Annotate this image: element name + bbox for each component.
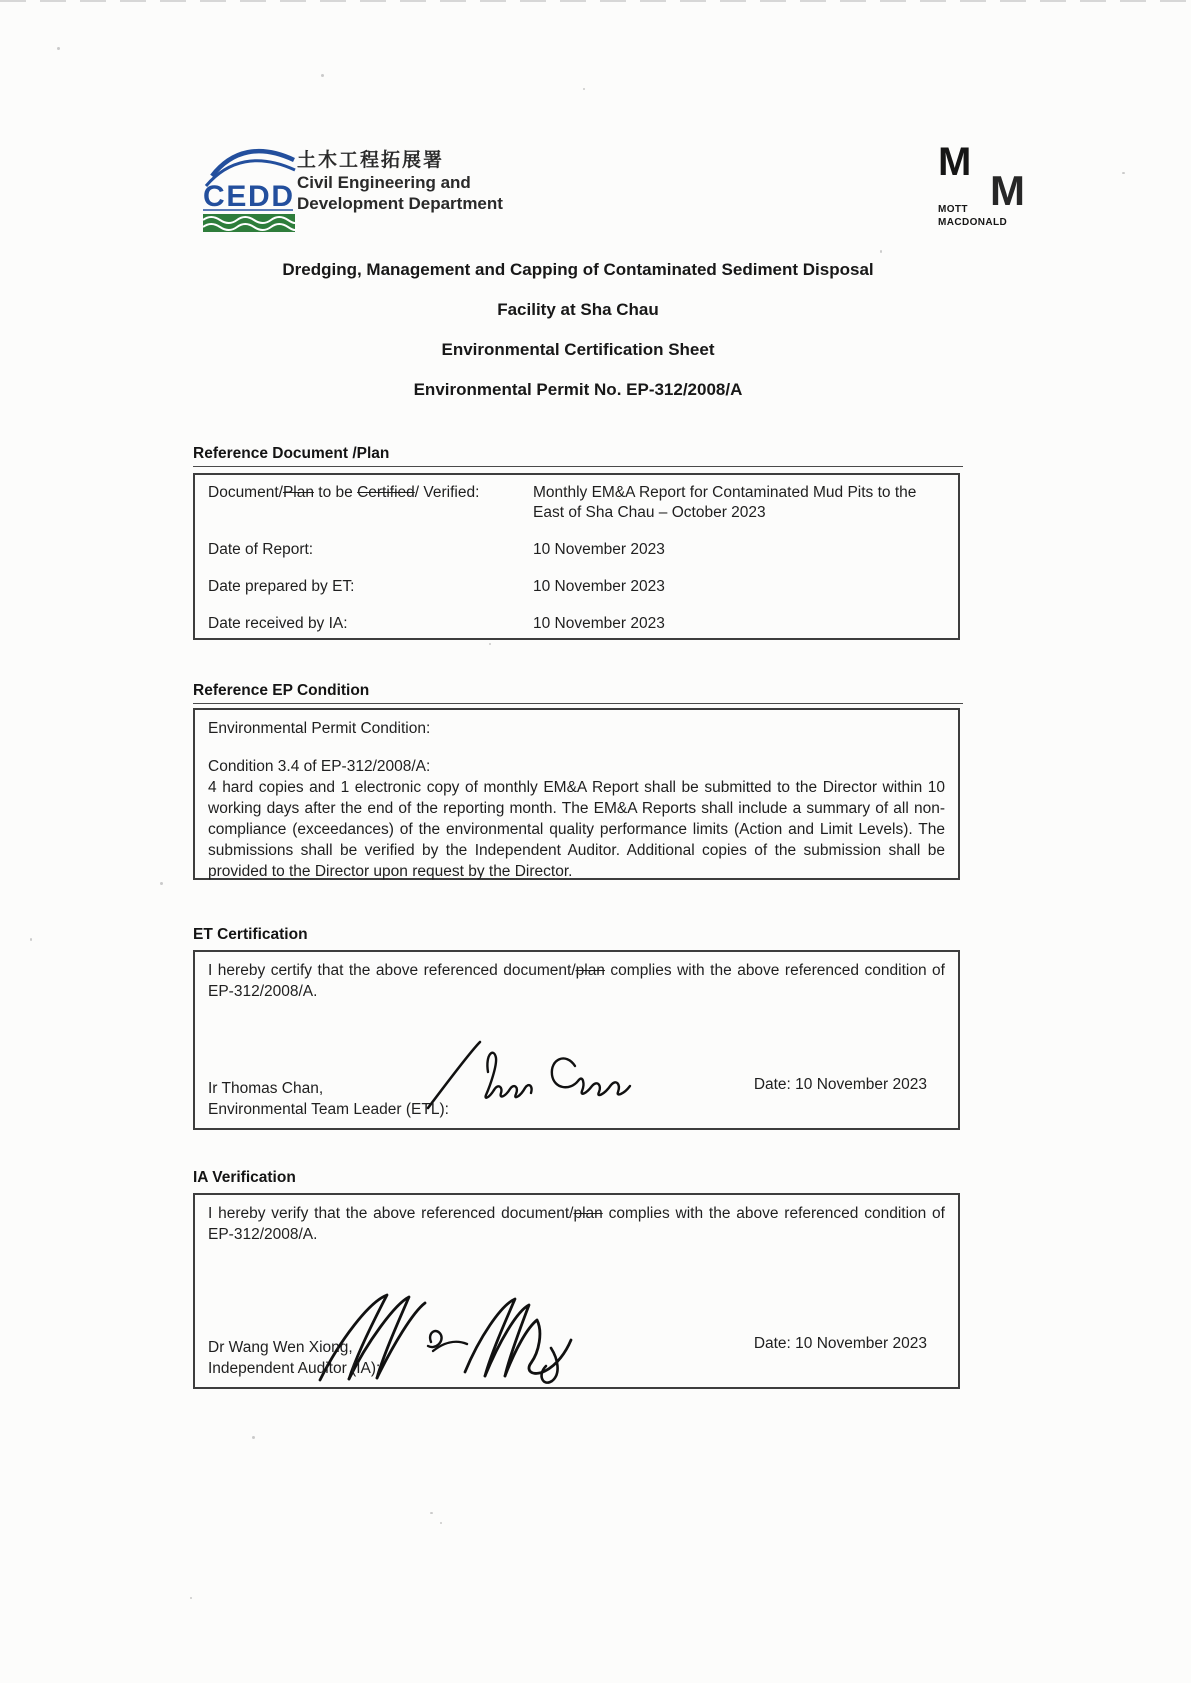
scan-speck: [57, 47, 60, 50]
et-date: Date: 10 November 2023: [753, 1076, 927, 1093]
reference-document-box: [193, 473, 960, 640]
ep-condition-title: Condition 3.4 of EP-312/2008/A:: [208, 758, 431, 775]
et-signer-role: Environmental Team Leader (ETL):: [208, 1101, 449, 1118]
scan-speck: [190, 1597, 192, 1599]
label-part: to be: [313, 484, 358, 501]
cedd-department-name: [297, 150, 503, 214]
cedd-name-chinese: 土木工程拓展署: [297, 150, 445, 171]
title-line-3: Environmental Certification Sheet: [441, 340, 715, 359]
section-heading-et-certification: ET Certification: [193, 926, 308, 943]
et-signer-name: Ir Thomas Chan,: [208, 1080, 324, 1097]
statement-part-struck: plan: [573, 1205, 603, 1222]
scan-speck: [252, 1436, 255, 1439]
date-received-by-ia-label: Date received by IA:: [208, 615, 348, 632]
ia-signature-row: [208, 1333, 945, 1379]
label-part-struck: Plan: [282, 484, 314, 501]
document-title-block: [193, 250, 963, 410]
et-certification-box: [193, 950, 960, 1130]
statement-part: I hereby verify that the above referenced document/: [208, 1205, 574, 1222]
mott-wordmark: [938, 203, 1007, 229]
cedd-name-english-2: Development Department: [297, 194, 503, 213]
section-reference-ep-condition: [193, 682, 963, 880]
title-line-2: Facility at Sha Chau: [497, 300, 659, 319]
statement-part: I hereby certify that the above referenced document/: [208, 962, 576, 979]
table-row: [208, 614, 945, 634]
mott-word-1: MOTT: [938, 204, 968, 215]
title-line-1: Dredging, Management and Capping of Contaminated Sediment Disposal: [282, 260, 874, 279]
mott-m-ghost-icon: M: [990, 167, 1025, 214]
table-row: [208, 540, 945, 560]
et-signer-block: [208, 1078, 449, 1120]
page-header: [0, 135, 1191, 235]
table-row: [208, 577, 945, 597]
ia-signer-name: Dr Wang Wen Xiong,: [208, 1339, 353, 1356]
ia-signer-block: [208, 1337, 380, 1379]
section-ia-verification: [193, 1169, 963, 1389]
mott-macdonald-logo: [938, 140, 1068, 245]
date-prepared-by-et-label: Date prepared by ET:: [208, 578, 355, 595]
scan-speck: [30, 938, 32, 941]
table-row: [208, 483, 945, 523]
scan-speck: [583, 88, 585, 90]
ep-condition-intro: Environmental Permit Condition:: [208, 720, 431, 737]
date-of-report-value: 10 November 2023: [533, 541, 665, 558]
mott-m-icon: M: [938, 140, 972, 184]
et-signature-row: [208, 1074, 945, 1120]
cedd-logo: [198, 140, 298, 237]
scan-speck: [160, 882, 163, 885]
et-certification-statement: [208, 960, 945, 1002]
date-prepared-by-et-value: 10 November 2023: [533, 578, 665, 595]
section-et-certification: [193, 926, 963, 1130]
scan-speck: [321, 74, 324, 77]
section-reference-document: [193, 445, 963, 640]
scan-edge-artifact: [0, 0, 1191, 2]
scan-speck: [440, 1522, 442, 1524]
label-part-struck: Certified: [357, 484, 415, 501]
statement-part: complies with the above referenced condition of EP-312/2008/A.: [208, 1205, 945, 1243]
ia-verification-statement: [208, 1203, 945, 1245]
section-heading-reference-ep-condition: Reference EP Condition: [193, 682, 963, 704]
cedd-name-english-1: Civil Engineering and: [297, 173, 471, 192]
ep-condition-box: [193, 708, 960, 880]
section-heading-ia-verification: IA Verification: [193, 1169, 296, 1186]
title-line-4: Environmental Permit No. EP-312/2008/A: [413, 380, 743, 399]
date-of-report-label: Date of Report:: [208, 541, 314, 558]
ep-condition-paragraph: 4 hard copies and 1 electronic copy of monthly EM&A Report shall be submitted to the Director within 10 working days after the end of the reporting month. The EM&A Reports shall include a summary of all non-compliance (exceedances) of the environmental quality performance limits (Action and Limit Levels). The submissions shall be verified by the Independent Auditor. Additional copies of the submission shall be provided to the Director upon request by the Director.: [208, 779, 945, 880]
ia-signer-role: Independent Auditor (IA):: [208, 1360, 381, 1377]
scan-speck: [430, 1512, 433, 1514]
document-to-be-verified-value: Monthly EM&A Report for Contaminated Mud Pits to the East of Sha Chau – October 2023: [533, 484, 917, 521]
document-to-be-verified-label: [208, 483, 533, 523]
ia-verification-box: [193, 1193, 960, 1389]
cedd-logo-icon: [198, 140, 298, 232]
section-heading-reference-document: Reference Document /Plan: [193, 445, 963, 467]
mott-word-2: MACDONALD: [938, 217, 1008, 228]
ia-date: Date: 10 November 2023: [753, 1335, 927, 1352]
label-part: Document/: [208, 484, 283, 501]
cedd-acronym: CEDD: [203, 180, 293, 213]
label-part: / Verified:: [414, 484, 480, 501]
statement-part-struck: plan: [575, 962, 605, 979]
scan-speck: [489, 643, 491, 645]
date-received-by-ia-value: 10 November 2023: [533, 615, 665, 632]
statement-part: complies with the above referenced condition of EP-312/2008/A.: [208, 962, 945, 1000]
